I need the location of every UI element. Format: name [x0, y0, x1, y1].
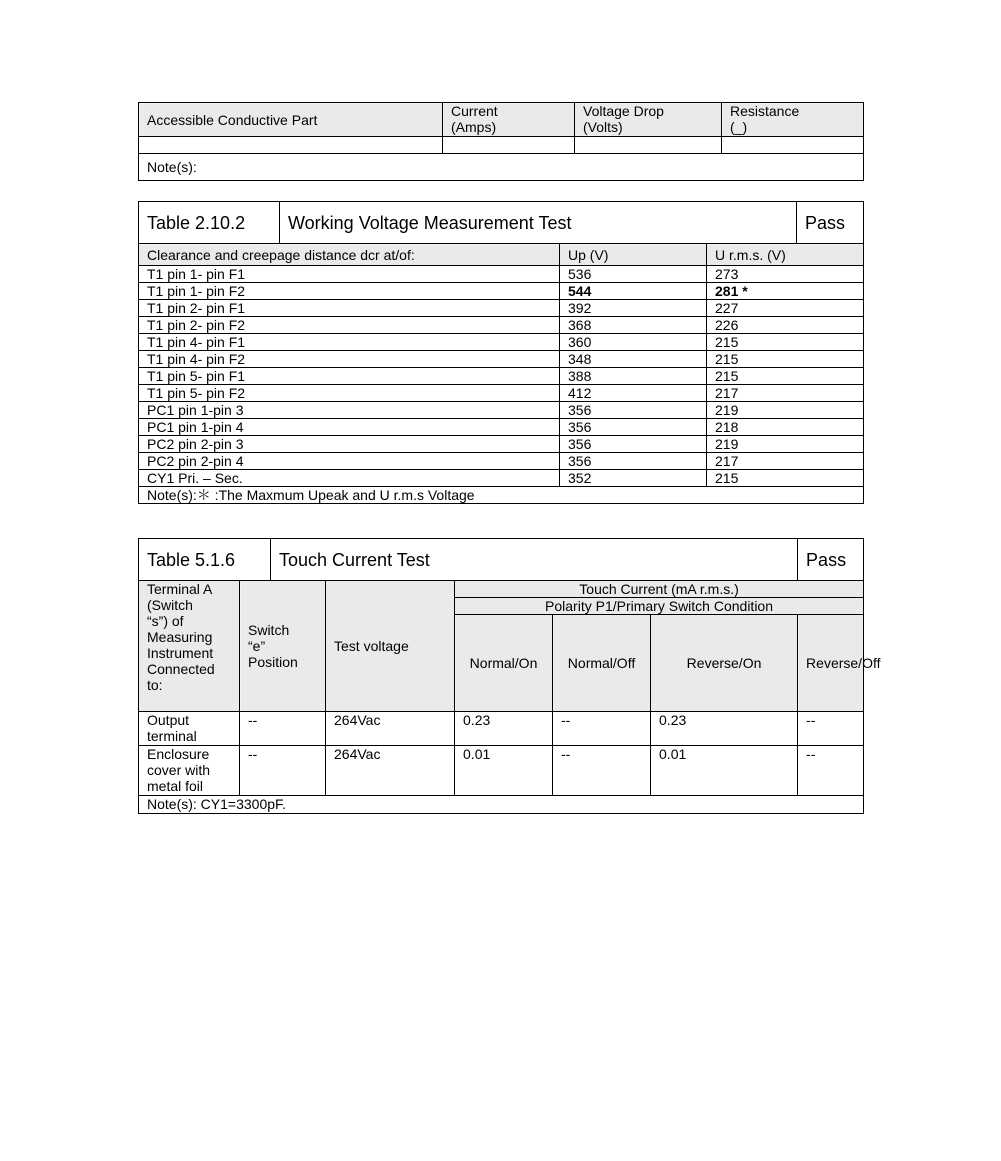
- voltage-cell: 264Vac: [326, 712, 455, 746]
- table-number: Table 2.10.2: [139, 202, 280, 244]
- switch-cell: --: [240, 746, 326, 796]
- location-cell: T1 pin 4- pin F2: [139, 351, 560, 368]
- up-cell: 360: [560, 334, 707, 351]
- up-cell: 352: [560, 470, 707, 487]
- table-row: [139, 453, 864, 470]
- col-accessible-part: Accessible Conductive Part: [139, 103, 443, 137]
- col-reverse-on: Reverse/On: [651, 615, 798, 712]
- table-row: [139, 351, 864, 368]
- table-row: [139, 419, 864, 436]
- urms-cell: 273: [707, 266, 864, 283]
- urms-cell: 218: [707, 419, 864, 436]
- location-cell: T1 pin 2- pin F1: [139, 300, 560, 317]
- terminal-cell: Output terminal: [139, 712, 240, 746]
- up-cell: 412: [560, 385, 707, 402]
- location-cell: T1 pin 5- pin F1: [139, 368, 560, 385]
- col-switch-position: Switch “e” Position: [240, 581, 326, 712]
- table-row: [139, 746, 864, 796]
- col-location: Clearance and creepage distance dcr at/of:: [139, 244, 560, 266]
- touch-current-table: [138, 538, 881, 814]
- urms-cell: 226: [707, 317, 864, 334]
- urms-cell: 281 *: [707, 283, 864, 300]
- col-normal-on: Normal/On: [455, 615, 553, 712]
- up-cell: 356: [560, 419, 707, 436]
- location-cell: T1 pin 2- pin F2: [139, 317, 560, 334]
- urms-cell: 215: [707, 351, 864, 368]
- verdict: Pass: [797, 202, 864, 244]
- col-current: Current (Amps): [443, 103, 575, 137]
- up-cell: 536: [560, 266, 707, 283]
- location-cell: PC1 pin 1-pin 4: [139, 419, 560, 436]
- location-cell: CY1 Pri. – Sec.: [139, 470, 560, 487]
- urms-cell: 215: [707, 470, 864, 487]
- location-cell: T1 pin 1- pin F1: [139, 266, 560, 283]
- voltage-cell: 264Vac: [326, 746, 455, 796]
- table-row: [139, 712, 864, 746]
- verdict: Pass: [798, 539, 864, 581]
- table-row: [139, 436, 864, 453]
- working-voltage-table: [138, 201, 864, 504]
- col-test-voltage: Test voltage: [326, 581, 455, 712]
- table-row: [139, 385, 864, 402]
- up-cell: 392: [560, 300, 707, 317]
- table-title: Working Voltage Measurement Test: [280, 202, 797, 244]
- urms-cell: 215: [707, 368, 864, 385]
- urms-cell: 215: [707, 334, 864, 351]
- col-terminal: Terminal A (Switch “s”) of Measuring Instrument Connected to:: [139, 581, 240, 712]
- value-cell: 0.01: [651, 746, 798, 796]
- value-cell: 0.01: [455, 746, 553, 796]
- location-cell: PC2 pin 2-pin 3: [139, 436, 560, 453]
- urms-cell: 219: [707, 402, 864, 419]
- up-cell: 388: [560, 368, 707, 385]
- col-normal-off: Normal/Off: [553, 615, 651, 712]
- col-urms: U r.m.s. (V): [707, 244, 864, 266]
- switch-cell: --: [240, 712, 326, 746]
- terminal-cell: Enclosure cover with metal foil: [139, 746, 240, 796]
- conductive-part-table: [138, 102, 864, 181]
- value-cell: --: [798, 746, 864, 796]
- location-cell: T1 pin 5- pin F2: [139, 385, 560, 402]
- col-resistance: Resistance (_): [722, 103, 864, 137]
- table-row: [139, 283, 864, 300]
- table-title: Touch Current Test: [271, 539, 798, 581]
- table-row: [139, 300, 864, 317]
- table-note: Note(s):: [139, 154, 864, 181]
- table-row: [139, 368, 864, 385]
- table-note: Note(s):＊ :The Maxmum Upeak and U r.m.s Voltage: [139, 487, 864, 504]
- urms-cell: 227: [707, 300, 864, 317]
- up-cell: 348: [560, 351, 707, 368]
- col-up: Up (V): [560, 244, 707, 266]
- sub-polarity: Polarity P1/Primary Switch Condition: [455, 598, 864, 615]
- table-row: [139, 402, 864, 419]
- empty-row: [139, 137, 864, 154]
- value-cell: --: [798, 712, 864, 746]
- up-cell: 544: [560, 283, 707, 300]
- up-cell: 356: [560, 436, 707, 453]
- urms-cell: 219: [707, 436, 864, 453]
- table-row: [139, 334, 864, 351]
- value-cell: 0.23: [455, 712, 553, 746]
- up-cell: 356: [560, 402, 707, 419]
- table-number: Table 5.1.6: [139, 539, 271, 581]
- value-cell: --: [553, 746, 651, 796]
- group-touch-current: Touch Current (mA r.m.s.): [455, 581, 864, 598]
- urms-cell: 217: [707, 385, 864, 402]
- table-row: [139, 266, 864, 283]
- table-row: [139, 470, 864, 487]
- col-reverse-off: Reverse/Off: [798, 615, 864, 712]
- up-cell: 356: [560, 453, 707, 470]
- value-cell: 0.23: [651, 712, 798, 746]
- location-cell: PC1 pin 1-pin 3: [139, 402, 560, 419]
- location-cell: PC2 pin 2-pin 4: [139, 453, 560, 470]
- table-note: Note(s): CY1=3300pF.: [139, 796, 864, 814]
- urms-cell: 217: [707, 453, 864, 470]
- col-voltage-drop: Voltage Drop (Volts): [575, 103, 722, 137]
- location-cell: T1 pin 4- pin F1: [139, 334, 560, 351]
- location-cell: T1 pin 1- pin F2: [139, 283, 560, 300]
- value-cell: --: [553, 712, 651, 746]
- up-cell: 368: [560, 317, 707, 334]
- table-row: [139, 317, 864, 334]
